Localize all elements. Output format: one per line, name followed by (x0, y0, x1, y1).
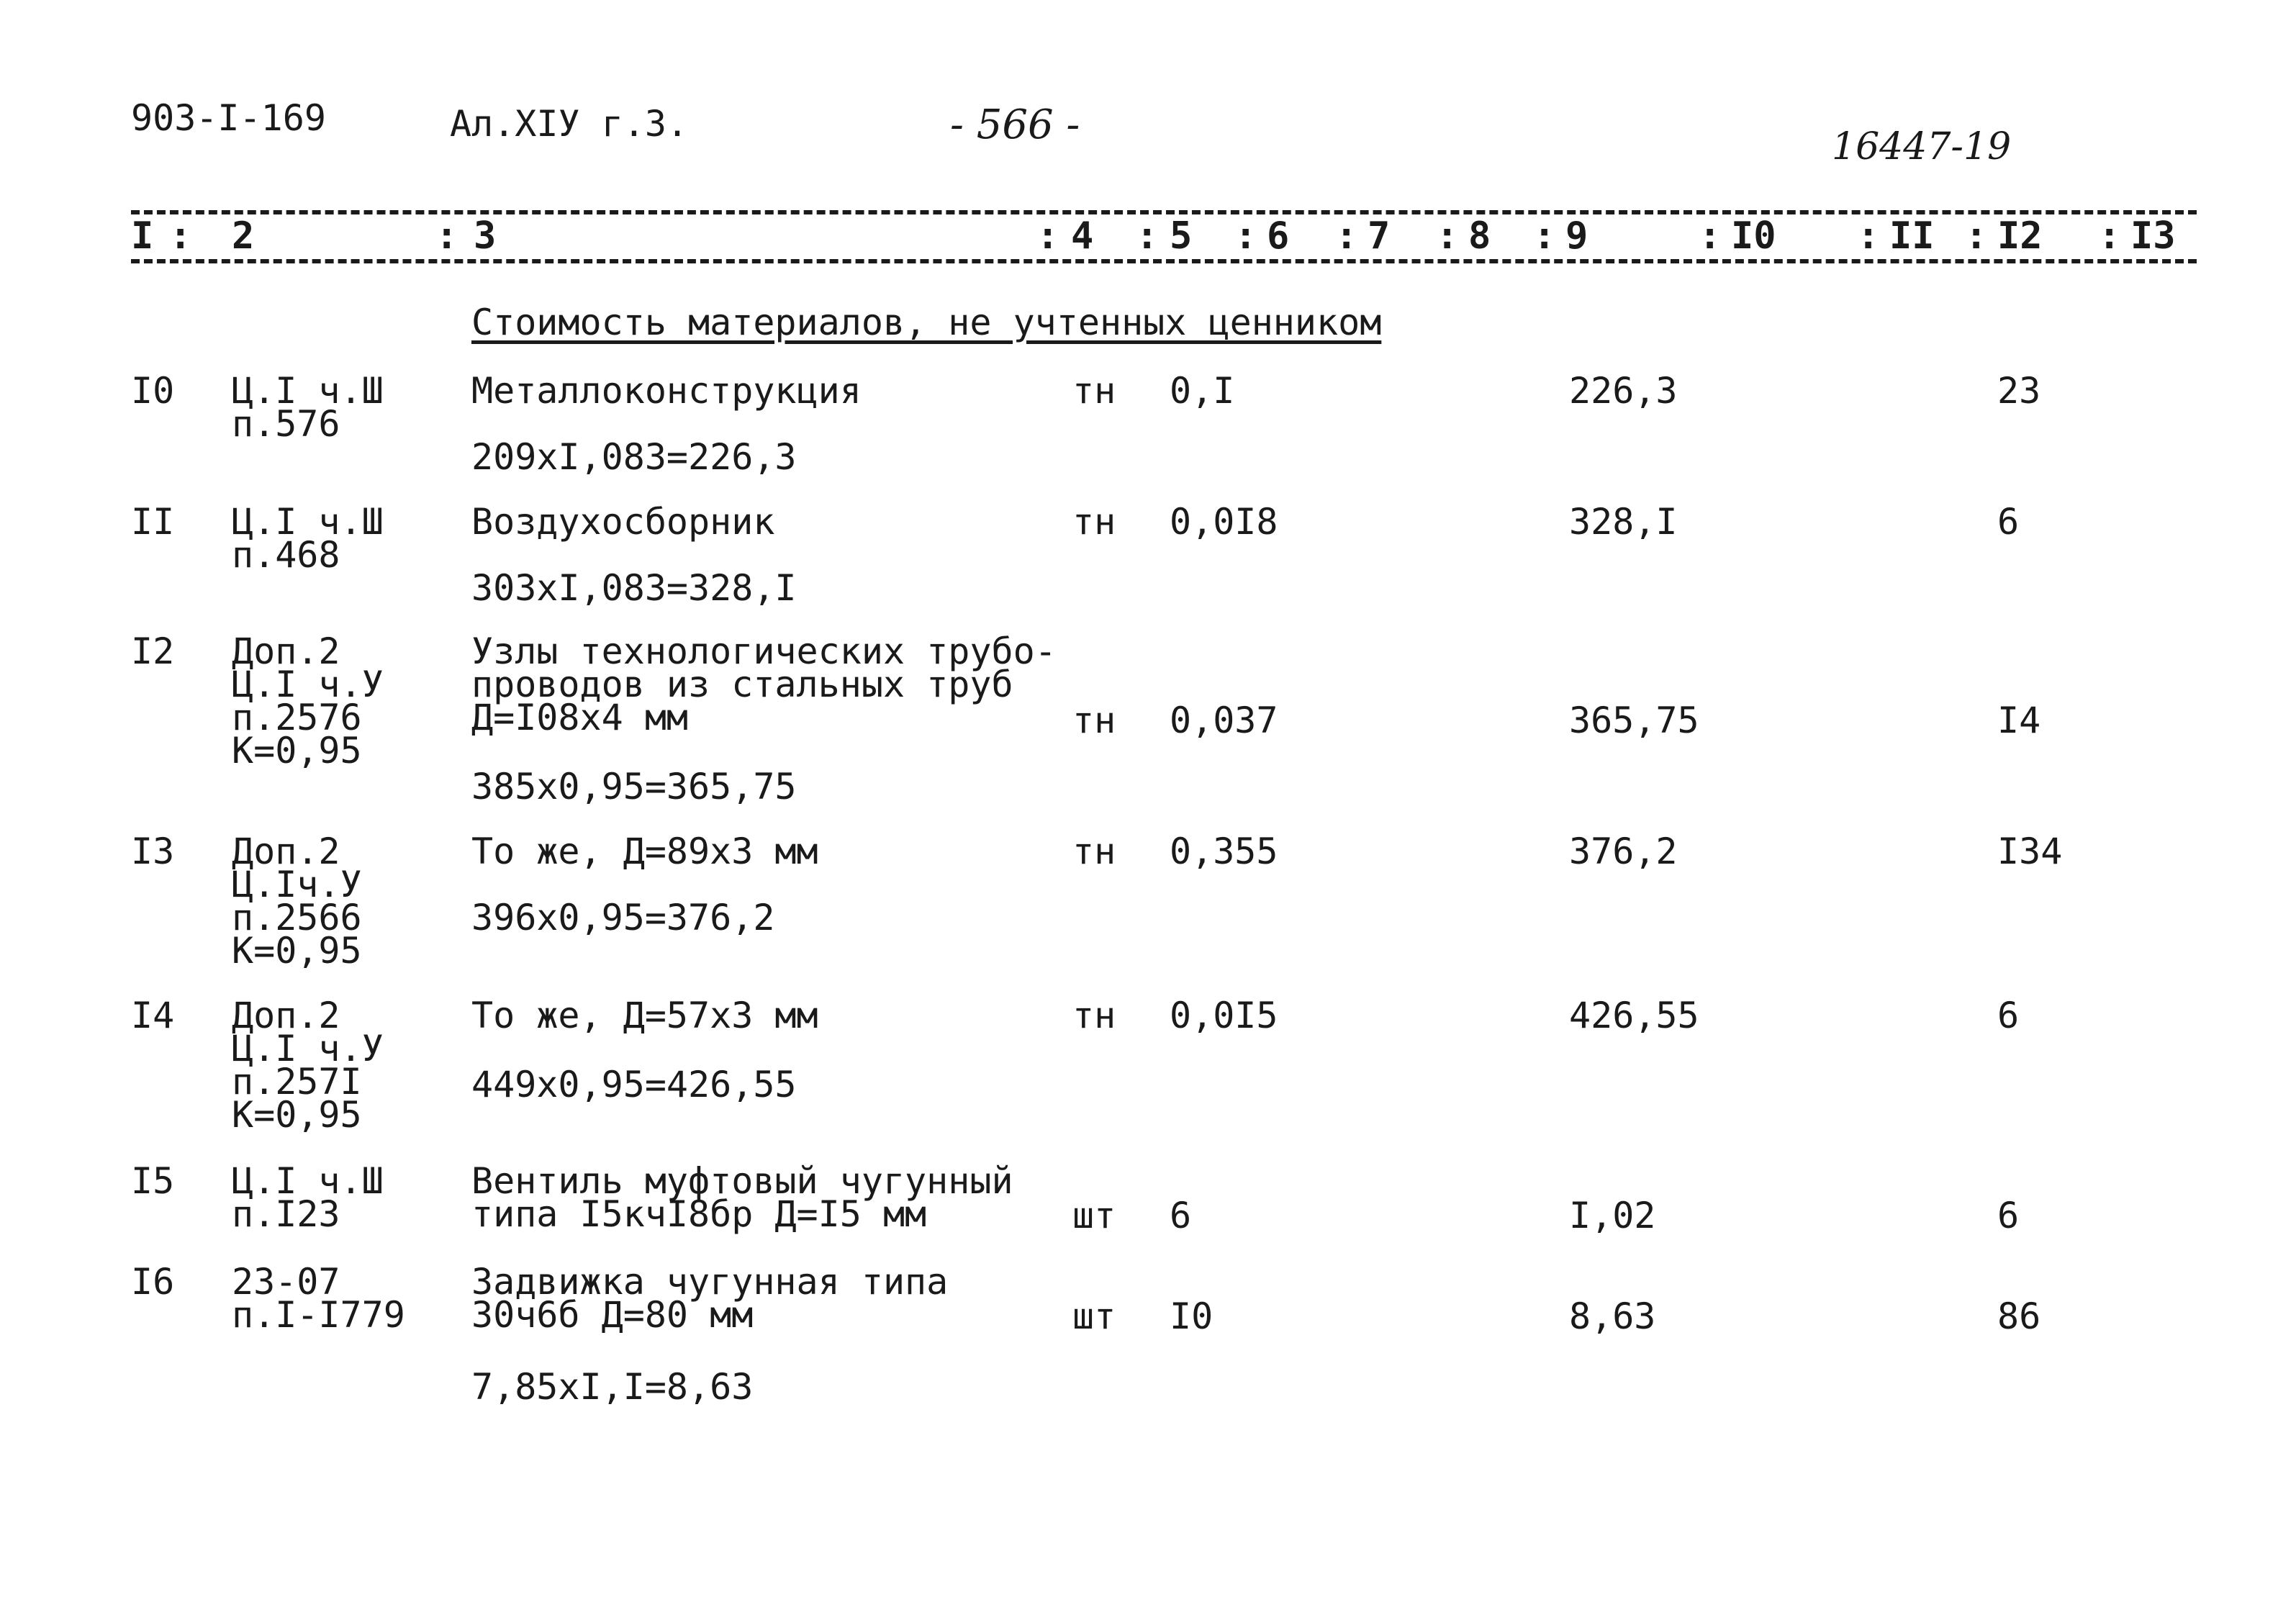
row-price: 376,2 (1569, 831, 1678, 872)
reference-line: 23-07 (232, 1261, 340, 1303)
name-line: 30ч6б Д=80 мм (471, 1294, 754, 1336)
name-line: типа I5кчI8бр Д=I5 мм (471, 1193, 927, 1235)
col-header: 9 (1565, 214, 1588, 258)
reference-line: Доп.2 (232, 630, 340, 672)
row-name (471, 831, 818, 872)
reference-line: п.257I (232, 1061, 362, 1103)
row-calculation: 303хI,083=328,I (471, 567, 797, 609)
row-quantity: 0,0I8 (1170, 501, 1278, 543)
col-header: 6 (1267, 214, 1290, 258)
row-reference (232, 501, 384, 576)
row-quantity: 0,355 (1170, 831, 1278, 872)
name-line: Металлоконструкция (471, 370, 862, 412)
row-reference (232, 831, 362, 972)
reference-line: К=0,95 (232, 930, 362, 972)
col-header: I (131, 214, 154, 258)
reference-line: п.468 (232, 534, 340, 576)
page-number: - 566 - (950, 101, 1080, 148)
row-reference (232, 1160, 384, 1235)
row-reference (232, 630, 384, 772)
row-calculation: 449х0,95=426,55 (471, 1064, 797, 1105)
col-header: I2 (1997, 214, 2043, 258)
header-underline (131, 259, 2197, 263)
col-separator: : (1036, 214, 1059, 258)
reference-line: Ц.I ч.Ш (232, 501, 384, 543)
name-line: Вентиль муфтовый чугунный (471, 1160, 1013, 1202)
row-total: I4 (1997, 700, 2041, 741)
reference-line: К=0,95 (232, 1094, 362, 1136)
row-reference (232, 1261, 405, 1336)
name-line: То же, Д=89х3 мм (471, 831, 818, 872)
row-name (471, 370, 862, 412)
reference-line: п.2566 (232, 897, 362, 938)
stamp-number: 16447-19 (1832, 125, 2012, 168)
name-line: Задвижка чугунная типа (471, 1261, 949, 1303)
row-name (471, 501, 775, 543)
row-quantity: 0,0I5 (1170, 995, 1278, 1036)
reference-line: К=0,95 (232, 730, 362, 772)
reference-line: Ц.I ч.У (232, 664, 384, 705)
reference-line: п.I-I779 (232, 1294, 405, 1336)
row-quantity: 0,I (1170, 370, 1235, 412)
reference-line: Ц.I ч.Ш (232, 370, 384, 412)
row-unit: тн (1072, 370, 1116, 412)
name-line: проводов из стальных труб (471, 664, 1013, 705)
row-unit: тн (1072, 501, 1116, 543)
row-number: I2 (131, 630, 175, 672)
row-reference (232, 370, 384, 445)
col-separator: : (169, 214, 192, 258)
reference-line: Доп.2 (232, 995, 340, 1036)
col-header: 8 (1468, 214, 1491, 258)
name-line: Узлы технологических трубо- (471, 630, 1057, 672)
reference-line: п.576 (232, 403, 340, 445)
col-header: I0 (1731, 214, 1776, 258)
row-name (471, 995, 818, 1036)
reference-line: Ц.I ч.У (232, 1028, 384, 1069)
row-reference (232, 995, 384, 1136)
col-header: I3 (2130, 214, 2176, 258)
row-price: 226,3 (1569, 370, 1678, 412)
row-quantity: I0 (1170, 1295, 1213, 1337)
row-price: 426,55 (1569, 995, 1699, 1036)
col-separator: : (1136, 214, 1159, 258)
col-separator: : (1965, 214, 1988, 258)
reference-line: Ц.Iч.У (232, 864, 362, 905)
row-number: I4 (131, 995, 175, 1036)
row-total: 86 (1997, 1295, 2041, 1337)
row-price: 365,75 (1569, 700, 1699, 741)
col-separator: : (1436, 214, 1459, 258)
col-header: 3 (474, 214, 497, 258)
row-calculation: 396х0,95=376,2 (471, 897, 775, 938)
row-price: 328,I (1569, 501, 1678, 543)
col-header: 4 (1071, 214, 1094, 258)
row-unit: тн (1072, 995, 1116, 1036)
row-total: I34 (1997, 831, 2063, 872)
row-total: 6 (1997, 995, 2020, 1036)
col-header: 2 (232, 214, 255, 258)
reference-line: Доп.2 (232, 831, 340, 872)
name-line: Д=I08х4 мм (471, 697, 689, 738)
col-separator: : (1857, 214, 1880, 258)
row-number: I5 (131, 1160, 175, 1202)
row-unit: шт (1072, 1295, 1116, 1337)
name-line: То же, Д=57х3 мм (471, 995, 818, 1036)
row-quantity: 6 (1170, 1195, 1192, 1236)
row-price: I,02 (1569, 1195, 1656, 1236)
row-price: 8,63 (1569, 1295, 1656, 1337)
row-name (471, 630, 1057, 738)
row-total: 6 (1997, 1195, 2020, 1236)
reference-line: п.2576 (232, 697, 362, 738)
row-quantity: 0,037 (1170, 700, 1278, 741)
reference-line: п.I23 (232, 1193, 340, 1235)
row-unit: тн (1072, 700, 1116, 741)
col-separator: : (1699, 214, 1722, 258)
doc-code: 903-I-169 (131, 97, 326, 139)
row-number: I0 (131, 370, 175, 412)
row-calculation: 385х0,95=365,75 (471, 766, 797, 808)
reference-line: Ц.I ч.Ш (232, 1160, 384, 1202)
row-total: 23 (1997, 370, 2041, 412)
row-unit: тн (1072, 831, 1116, 872)
row-number: I3 (131, 831, 175, 872)
row-number: II (131, 501, 175, 543)
col-header: 5 (1170, 214, 1193, 258)
row-calculation: 209хI,083=226,3 (471, 436, 797, 478)
col-separator: : (1335, 214, 1358, 258)
row-number: I6 (131, 1261, 175, 1303)
row-unit: шт (1072, 1195, 1116, 1236)
col-header: II (1889, 214, 1935, 258)
sheet-label: Ал.XIУ г.3. (450, 103, 689, 145)
col-header: 7 (1368, 214, 1391, 258)
row-total: 6 (1997, 501, 2020, 543)
col-separator: : (2098, 214, 2121, 258)
col-separator: : (435, 214, 458, 258)
col-separator: : (1234, 214, 1257, 258)
col-separator: : (1533, 214, 1556, 258)
section-title: Стоимость материалов, не учтенных ценником (471, 302, 1382, 343)
row-name (471, 1160, 1013, 1235)
row-calculation: 7,85хI,I=8,63 (471, 1366, 754, 1408)
name-line: Воздухосборник (471, 501, 775, 543)
row-name (471, 1261, 949, 1336)
